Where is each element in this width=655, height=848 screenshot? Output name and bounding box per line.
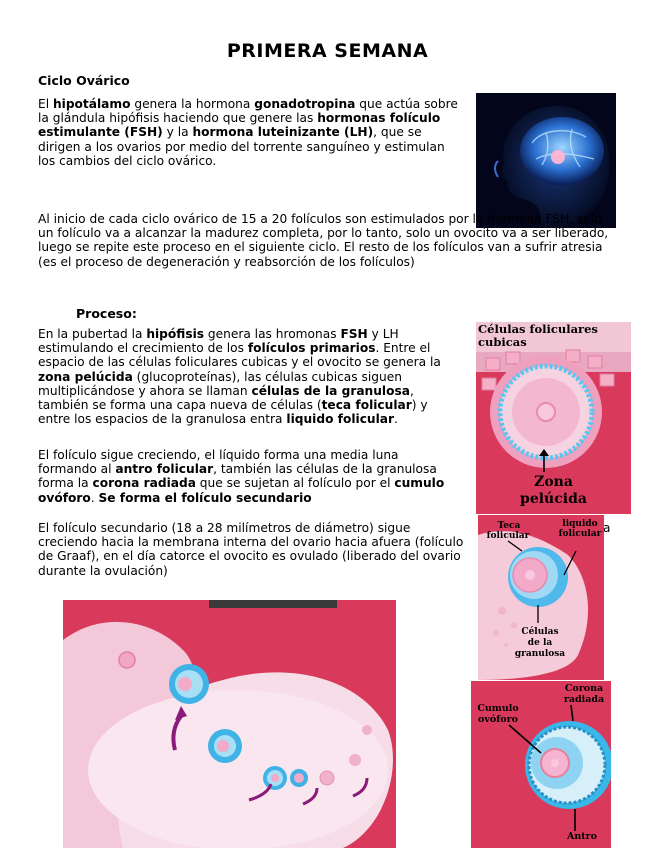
label-teca-1: Teca — [497, 521, 521, 531]
bold-term: corona radiada — [92, 476, 196, 491]
paragraph-pubertad — [38, 327, 458, 426]
label-pelucida: pelúcida — [520, 491, 587, 507]
figure-growing-follicle — [478, 515, 604, 680]
paragraph-graaf: El folículo secundario (18 a 28 milímetros de diámetro) sigue creciendo hacia la membrana interna del ovario hacia afuera (folículo de Graaf), en el día catorce el ovocito es ovulado (liberado del ovario durante la ovulación) — [38, 521, 464, 578]
text-run: que se sujetan al folículo por el — [195, 476, 395, 491]
paragraph-hipotalamo — [38, 97, 458, 168]
label-corona-1: Corona — [564, 683, 604, 694]
text-run: En la pubertad la — [38, 327, 147, 341]
text-run: genera las hromonas — [204, 327, 341, 341]
paragraph-antro — [38, 448, 458, 505]
ovary-illustration — [63, 600, 396, 848]
label-cumulo-2: ovóforo — [478, 714, 518, 725]
brain-illustration — [476, 93, 616, 228]
label-teca-2: folicular — [486, 531, 530, 541]
section-heading-ciclo: Ciclo Ovárico — [38, 73, 130, 88]
brain-image — [476, 93, 616, 228]
text-run: ) y entre los espacios de la granulosa entra — [38, 398, 428, 427]
bold-term: zona pelúcida — [38, 369, 133, 384]
figure-ovary — [63, 600, 396, 848]
bold-term: hormona luteinizante (LH) — [192, 125, 374, 140]
text-run: . Entre el espacio de las células foliculares cubicas y el ovocito se genera la — [38, 341, 441, 370]
bold-term: gonadotropina — [254, 97, 356, 111]
bold-term: liquido folicular — [286, 412, 395, 427]
bold-term: hipotálamo — [52, 97, 131, 111]
bold-term: células de la granulosa — [251, 383, 410, 398]
text-run: . — [90, 490, 99, 505]
section-heading-proceso: Proceso: — [76, 306, 137, 321]
text-run: , también las células de la granulosa forma la — [38, 462, 437, 491]
paragraph-ciclo: Al inicio de cada ciclo ovárico de 15 a 20 folículos son estimulados por la hormona FSH, solo un folículo va a alcanzar la madurez completa, por lo tanto, solo un ovocito va a ser liberado, luego se repite este proceso en el siguiente ciclo. El resto de los folículos van a sufrir atresia (es el proceso de degeneración y reabsorción de los folículos) — [38, 212, 609, 269]
label-liquido-2: folicular — [558, 529, 602, 539]
text-run: (glucoproteínas), las células cubicas siguen multiplicándose y ahora se llaman — [38, 369, 402, 398]
bold-term: Se forma el folículo secundario — [98, 490, 312, 505]
bold-term: folículos primarios — [247, 341, 376, 356]
text-run: El — [38, 97, 53, 111]
label-granulosa-1: Células — [521, 627, 559, 637]
figure-secondary-follicle — [471, 681, 611, 848]
text-run: que actúa sobre la glándula hipófisis haciendo que genere las — [38, 97, 458, 126]
label-corona-2: radiada — [563, 694, 605, 705]
label-celulas-foliculares: Células foliculares cubicas — [478, 322, 598, 349]
text-run: El folículo sigue creciendo, el líquido forma una media luna formando al — [38, 448, 399, 477]
text-run: genera la hormona — [130, 97, 255, 111]
bold-term: antro folicular — [115, 462, 214, 477]
label-granulosa-2: de la — [527, 638, 553, 648]
label-cumulo-1: Cumulo — [477, 703, 519, 714]
text-run: y la — [162, 125, 193, 140]
bold-term: hipófisis — [146, 327, 204, 341]
overflow-fragment: a — [603, 521, 611, 535]
figure-primary-follicle — [476, 322, 631, 514]
bold-term: FSH — [340, 327, 368, 341]
bold-term: teca folicular — [321, 398, 412, 413]
label-antro: Antro — [566, 831, 597, 842]
text-run: y LH estimulando el crecimiento de los — [38, 327, 399, 356]
label-granulosa-3: granulosa — [514, 649, 566, 659]
bold-term: hormonas folículo estimulante (FSH) — [38, 111, 441, 140]
page-title: PRIMERA SEMANA — [226, 40, 429, 62]
label-zona: Zona — [534, 474, 573, 490]
text-run: , que se dirigen a los ovarios por medio del torrente sanguíneo y estimulan los cambios del ciclo ovárico. — [38, 125, 445, 168]
text-run: , también se forma una capa nueva de células ( — [38, 383, 414, 413]
bold-term: cumulo ovóforo — [38, 476, 445, 505]
label-liquido-1: liquido — [562, 519, 598, 529]
text-run: . — [394, 412, 398, 427]
